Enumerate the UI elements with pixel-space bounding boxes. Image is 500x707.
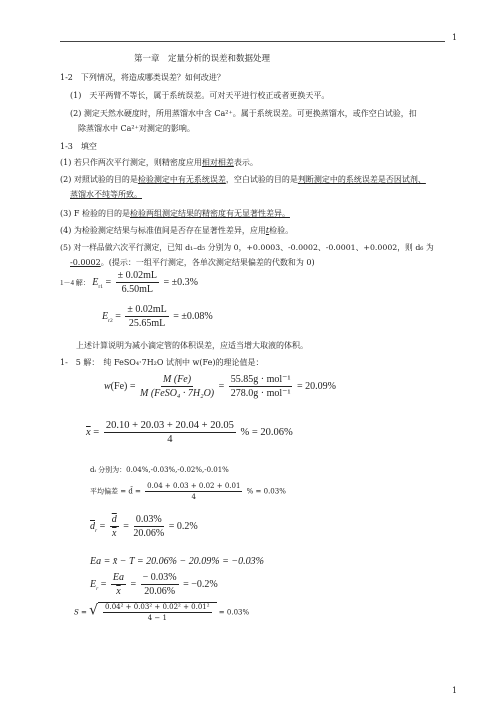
fill-3: [60, 208, 290, 219]
dr-denominator: 20.06%: [133, 528, 165, 539]
conclusion-1-4: 上述计算说明为减小滴定管的体积误差，应适当增大取液的体积。: [76, 341, 308, 350]
fill-2-middle: ，空白试验的目的是: [225, 175, 298, 184]
answer-1-2-2-line2: 除蒸馏水中 Ca²⁺对测定的影响。: [78, 124, 195, 133]
deviations-list: dᵢ 分别为：0.04%,-0.03%,-0.02%,-0.01%: [90, 466, 229, 474]
fill-5-hint: 。(提示：一组平行测定，各单次测定结果偏差的代数和为 0): [100, 258, 315, 267]
er-numerator: − 0.03%: [142, 572, 177, 583]
fill-2-answer-1: 检验测定中有无系统误差: [137, 175, 226, 184]
chapter-title: 第一章 定量分析的误差和数据处理: [134, 54, 271, 64]
fill-2-line1: [60, 174, 426, 185]
er1-denominator: 6.50mL: [121, 284, 153, 295]
er2-result: = ±0.08%: [173, 310, 213, 322]
bottom-page-number: 1: [452, 686, 458, 695]
fill-5-answer: -0.0002: [70, 258, 101, 267]
equation-wfe: w(Fe) = $\frac{M (Fe)}{\text{M (FeSO₄ · 7H₂O)}}$ = $\frac{\text{55.85g · mol⁻¹}}{\text{278.0g · mol⁻¹}}$ = 20.09%: [104, 374, 336, 399]
top-page-number: 1: [452, 33, 458, 42]
fill-2-prefix: (2) 对照试验的目的是: [60, 175, 138, 184]
header-rule: [60, 41, 445, 42]
fill-5-line1: (5) 对一样品做六次平行测定，已知 d₁–d₅ 分别为 0，+0.0003、-0.0002、-0.0001、+0.0002，则 d₆ 为: [60, 243, 434, 252]
answer-1-2-2-line1: (2) 测定天然水硬度时，所用蒸馏水中含 Ca²⁺。属于系统误差。可更换蒸馏水，或作空白试验，扣: [70, 109, 417, 118]
er-denominator: 20.06%: [144, 586, 176, 597]
heading-1-3: 1-3 填空: [60, 142, 97, 151]
fill-5-line2: [70, 257, 315, 268]
fill-4: [60, 225, 293, 236]
answer-1-2-1: (1) 天平两臂不等长，属于系统误差。可对天平进行校正或者更换天平。: [70, 91, 330, 100]
wfe-denominator-2: 278.0g · mol⁻¹: [230, 388, 291, 399]
avg-dev-denominator: 4: [191, 493, 196, 501]
xbar-result: % = 20.06%: [240, 426, 293, 438]
equation-standard-deviation: S = √ $\frac{\text{0.04² + 0.03² + 0.02² + 0.01²}}{4 - 1}$ = 0.03%: [74, 602, 250, 622]
er1-result: = ±0.3%: [163, 276, 198, 288]
fill-2-line2: 蒸馏水不纯等所致。: [70, 190, 142, 199]
avg-dev-label: 平均偏差 = d̄ =: [90, 487, 141, 496]
avg-dev-result: % = 0.03%: [246, 487, 286, 496]
equation-er1: 1－4 解： $E_{r1}$ = $\frac{\pm 0.02mL}{6.50mL}$ = ±0.3%: [60, 270, 198, 295]
fill-1-answer: 相对相差: [201, 158, 234, 167]
s-denominator: 4 − 1: [147, 614, 167, 622]
equation-absolute-error: Ea = x̄ − T = 20.06% − 20.09% = −0.03%: [90, 556, 264, 567]
er2-numerator: ± 0.02mL: [127, 304, 167, 315]
fill-4-answer: t: [265, 226, 270, 235]
xbar-denominator: 4: [167, 434, 173, 445]
fill-1: [60, 157, 258, 168]
equation-average-deviation: [90, 482, 286, 501]
equation-relative-error: $E_r$ = $\frac{Ea}{x}$ = $\frac{- 0.03\%}{20.06\%}$ = −0.2%: [90, 572, 218, 597]
avg-dev-numerator: 0.04 + 0.03 + 0.02 + 0.01: [147, 482, 241, 490]
wfe-numerator-2: 55.85g · mol⁻¹: [230, 374, 291, 385]
er2-denominator: 25.65mL: [128, 318, 166, 329]
equation-er2: $E_{r2}$ = $\frac{\pm 0.02mL}{25.65mL}$ = ±0.08%: [102, 304, 213, 329]
fill-4-suffix: 检验。: [269, 226, 294, 235]
wfe-denominator-1: M (FeSO₄ · 7H₂O): [139, 388, 215, 399]
fill-3-prefix: (3) F 检验的目的是: [60, 209, 130, 218]
wfe-result: = 20.09%: [296, 380, 336, 392]
fill-3-answer: 检验两组测定结果的精密度有无显著性差异。: [129, 209, 290, 218]
wfe-numerator-1: M (Fe): [163, 374, 192, 385]
fill-1-prefix: (1) 若只作两次平行测定，则精密度应用: [60, 158, 202, 167]
label-1-4: 1－4 解：: [60, 278, 90, 287]
label-1-5: 1- 5 解： 纯 FeSO₄·7H₂O 试剂中 w(Fe)的理论值是：: [60, 358, 264, 367]
fill-2-answer-2: 判断测定中的系统误差是否因试剂、: [297, 175, 426, 184]
equation-xbar: $\overline{x}$ = $\frac{20.10 + 20.03 + 20.04 + 20.05}{4}$ % = 20.06%: [86, 420, 293, 445]
er-result: = −0.2%: [183, 578, 218, 590]
fill-1-suffix: 表示。: [233, 158, 258, 167]
s-result: = 0.03%: [218, 608, 250, 617]
equation-relative-deviation: $\overline{d}_r$ = $\frac{\overline{d}}{x}$ = $\frac{0.03\%}{20.06\%}$ = 0.2%: [90, 514, 198, 539]
dr-result: = 0.2%: [168, 520, 198, 532]
question-1-2: 1-2 下列情况，将造成哪类误差？如何改进？: [60, 73, 225, 82]
s-numerator: 0.04² + 0.03² + 0.02² + 0.01²: [105, 603, 210, 611]
fill-4-prefix: (4) 为检验测定结果与标准值间是否存在显著性差异，应用: [60, 226, 266, 235]
er1-numerator: ± 0.02mL: [117, 270, 157, 281]
dr-numerator: 0.03%: [135, 514, 162, 525]
xbar-numerator: 20.10 + 20.03 + 20.04 + 20.05: [105, 420, 234, 431]
